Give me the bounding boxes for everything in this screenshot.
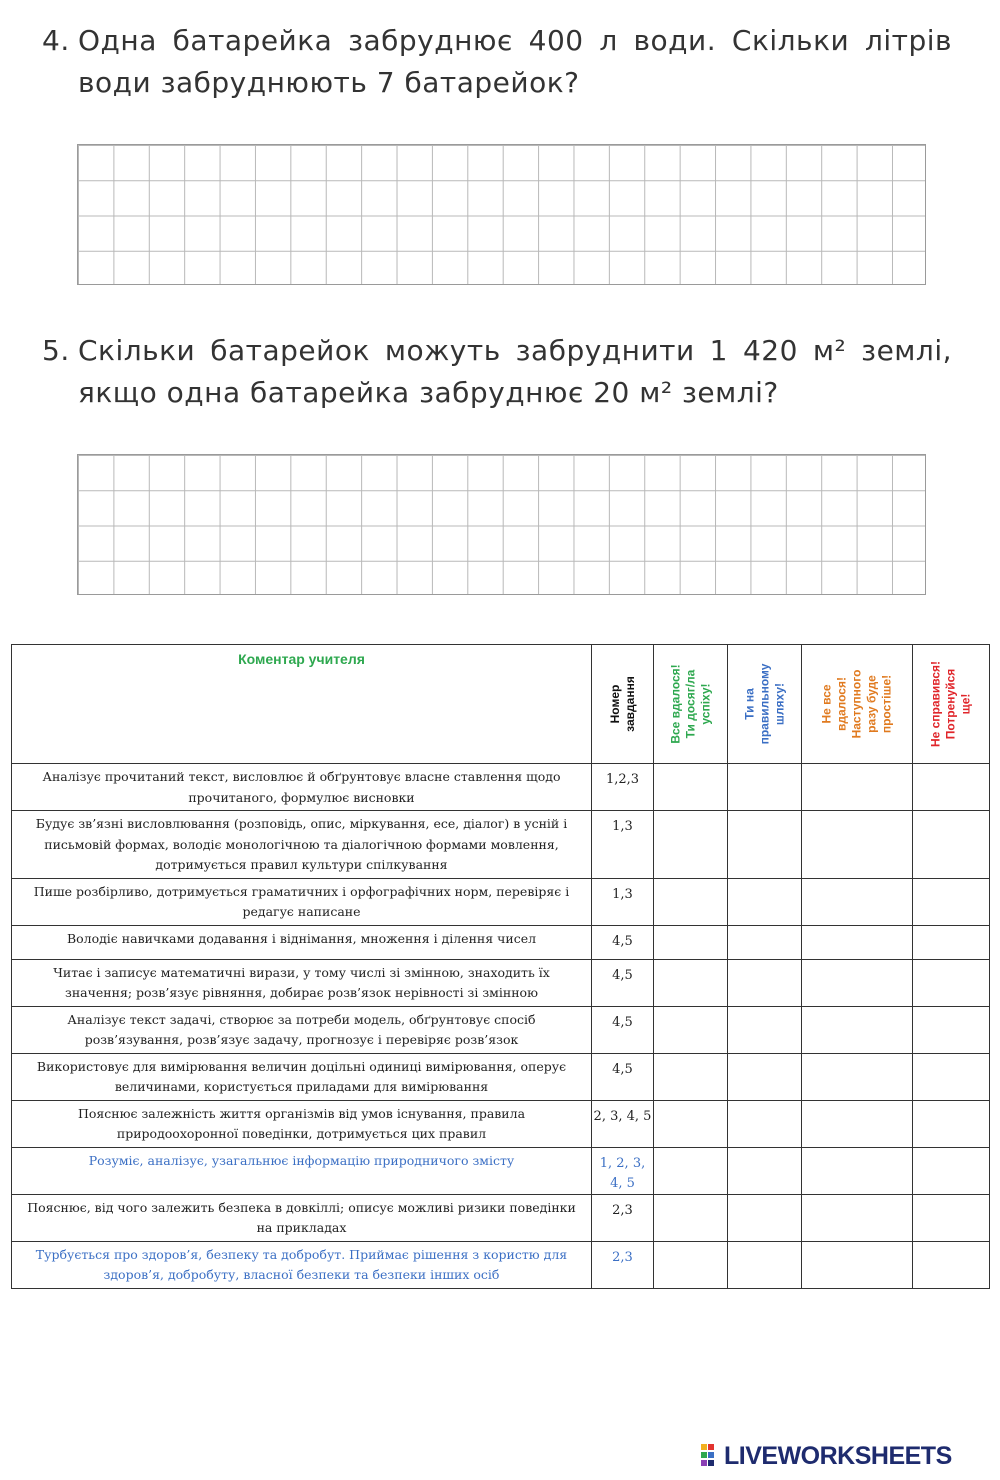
- mark-cell-not-all[interactable]: [802, 1147, 913, 1194]
- mark-cell-success[interactable]: [654, 1053, 728, 1100]
- header-fail: Не справився! Потренуйся ще!: [913, 645, 990, 764]
- task-numbers-cell: 2, 3, 4, 5: [592, 1100, 654, 1147]
- table-title: Коментар учителя: [12, 645, 592, 764]
- table-row: [12, 1241, 990, 1288]
- logo-text: LIVEWORKSHEETS: [724, 1442, 952, 1470]
- mark-cell-success[interactable]: [654, 878, 728, 925]
- mark-cell-fail[interactable]: [913, 1194, 990, 1241]
- mark-cell-not-all[interactable]: [802, 1241, 913, 1288]
- teacher-comment-table: [11, 644, 990, 1289]
- mark-cell-success[interactable]: [654, 1147, 728, 1194]
- table-row: [12, 1053, 990, 1100]
- mark-cell-fail[interactable]: [913, 925, 990, 959]
- mark-cell-success[interactable]: [654, 959, 728, 1006]
- table-row: [12, 811, 990, 879]
- criterion-cell: Використовує для вимірювання величин доцільні одиниці вимірювання, оперує величинами, користується приладами для вимірювання: [12, 1053, 592, 1100]
- task-4: [42, 20, 952, 104]
- mark-cell-not-all[interactable]: [802, 764, 913, 811]
- table-row: [12, 1100, 990, 1147]
- mark-cell-right-way[interactable]: [728, 1100, 802, 1147]
- mark-cell-fail[interactable]: [913, 1147, 990, 1194]
- mark-cell-right-way[interactable]: [728, 1053, 802, 1100]
- mark-cell-fail[interactable]: [913, 959, 990, 1006]
- task-numbers-cell: 1, 2, 3, 4, 5: [592, 1147, 654, 1194]
- criterion-cell: Аналізує прочитаний текст, висловлює й обґрунтовує власне ставлення щодо прочитаного, формулює висновки: [12, 764, 592, 811]
- mark-cell-right-way[interactable]: [728, 764, 802, 811]
- mark-cell-fail[interactable]: [913, 1241, 990, 1288]
- header-success: Все вдалося! Ти досяг/ла успіху!: [654, 645, 728, 764]
- mark-cell-not-all[interactable]: [802, 925, 913, 959]
- mark-cell-success[interactable]: [654, 925, 728, 959]
- task-numbers-cell: 2,3: [592, 1241, 654, 1288]
- mark-cell-success[interactable]: [654, 1194, 728, 1241]
- table-row: [12, 764, 990, 811]
- mark-cell-right-way[interactable]: [728, 1241, 802, 1288]
- mark-cell-fail[interactable]: [913, 1100, 990, 1147]
- task-number: 4.: [42, 24, 70, 57]
- header-right-way: Ти на правильному шляху!: [728, 645, 802, 764]
- criterion-cell: Розуміє, аналізує, узагальнює інформацію природничого змісту: [12, 1147, 592, 1194]
- mark-cell-success[interactable]: [654, 764, 728, 811]
- mark-cell-success[interactable]: [654, 1241, 728, 1288]
- criterion-cell: Аналізує текст задачі, створює за потреби модель, обґрунтовує спосіб розв’язування, розв’язує задачу, прогнозує і перевіряє розв’язок: [12, 1006, 592, 1053]
- task-numbers-cell: 4,5: [592, 925, 654, 959]
- mark-cell-not-all[interactable]: [802, 1006, 913, 1053]
- criterion-cell: Пояснює залежність життя організмів від умов існування, правила природоохоронної поведінки, дотримується цих правил: [12, 1100, 592, 1147]
- task-numbers-cell: 2,3: [592, 1194, 654, 1241]
- mark-cell-not-all[interactable]: [802, 1100, 913, 1147]
- header-not-all: Не все вдалося! Наступного разу буде простіше!: [802, 645, 913, 764]
- mark-cell-fail[interactable]: [913, 878, 990, 925]
- mark-cell-right-way[interactable]: [728, 878, 802, 925]
- mark-cell-right-way[interactable]: [728, 925, 802, 959]
- criterion-cell: Пише розбірливо, дотримується граматичних і орфографічних норм, перевіряє і редагує написане: [12, 878, 592, 925]
- task-text: Скільки батарейок можуть забруднити 1 420 м² землі, якщо одна батарейка забруднює 20 м² землі?: [78, 334, 952, 409]
- mark-cell-right-way[interactable]: [728, 1147, 802, 1194]
- table-row: [12, 878, 990, 925]
- criterion-cell: Турбується про здоров’я, безпеку та добробут. Приймає рішення з користю для здоров’я, добробуту, власної безпеки та безпеки інших осіб: [12, 1241, 592, 1288]
- mark-cell-right-way[interactable]: [728, 1006, 802, 1053]
- criterion-cell: Володіє навичками додавання і віднімання, множення і ділення чисел: [12, 925, 592, 959]
- mark-cell-right-way[interactable]: [728, 959, 802, 1006]
- mark-cell-not-all[interactable]: [802, 878, 913, 925]
- logo-icon: [700, 1442, 722, 1468]
- answer-grid-5[interactable]: [77, 454, 926, 595]
- answer-grid-4[interactable]: [77, 144, 926, 285]
- mark-cell-success[interactable]: [654, 1006, 728, 1053]
- mark-cell-fail[interactable]: [913, 1006, 990, 1053]
- task-numbers-cell: 4,5: [592, 1006, 654, 1053]
- mark-cell-fail[interactable]: [913, 764, 990, 811]
- task-numbers-cell: 4,5: [592, 1053, 654, 1100]
- task-numbers-cell: 1,2,3: [592, 764, 654, 811]
- mark-cell-not-all[interactable]: [802, 811, 913, 879]
- task-numbers-cell: 1,3: [592, 811, 654, 879]
- task-text: Одна батарейка забруднює 400 л води. Скільки літрів води забруднюють 7 батарейок?: [78, 24, 952, 99]
- table-row: [12, 925, 990, 959]
- task-number: 5.: [42, 334, 70, 367]
- liveworksheets-logo: [700, 1442, 952, 1471]
- criterion-cell: Будує зв’язні висловлювання (розповідь, опис, міркування, есе, діалог) в усній і письмовій формах, володіє монологічною та діалогічною формами мовлення, дотримується правил культури спілкування: [12, 811, 592, 879]
- mark-cell-fail[interactable]: [913, 1053, 990, 1100]
- mark-cell-success[interactable]: [654, 1100, 728, 1147]
- mark-cell-not-all[interactable]: [802, 959, 913, 1006]
- table-row: [12, 1147, 990, 1194]
- criterion-cell: Читає і записує математичні вирази, у тому числі зі змінною, знаходить їх значення; розв’язує рівняння, добирає розв’язок нерівності зі змінною: [12, 959, 592, 1006]
- task-numbers-cell: 4,5: [592, 959, 654, 1006]
- table-row: [12, 959, 990, 1006]
- table-row: [12, 1006, 990, 1053]
- criterion-cell: Пояснює, від чого залежить безпека в довкіллі; описує можливі ризики поведінки на прикладах: [12, 1194, 592, 1241]
- mark-cell-fail[interactable]: [913, 811, 990, 879]
- mark-cell-not-all[interactable]: [802, 1194, 913, 1241]
- table-header-row: [12, 645, 990, 764]
- header-task-number: Номер завдання: [592, 645, 654, 764]
- task-5: [42, 330, 952, 414]
- mark-cell-not-all[interactable]: [802, 1053, 913, 1100]
- mark-cell-success[interactable]: [654, 811, 728, 879]
- task-numbers-cell: 1,3: [592, 878, 654, 925]
- mark-cell-right-way[interactable]: [728, 1194, 802, 1241]
- mark-cell-right-way[interactable]: [728, 811, 802, 879]
- table-row: [12, 1194, 990, 1241]
